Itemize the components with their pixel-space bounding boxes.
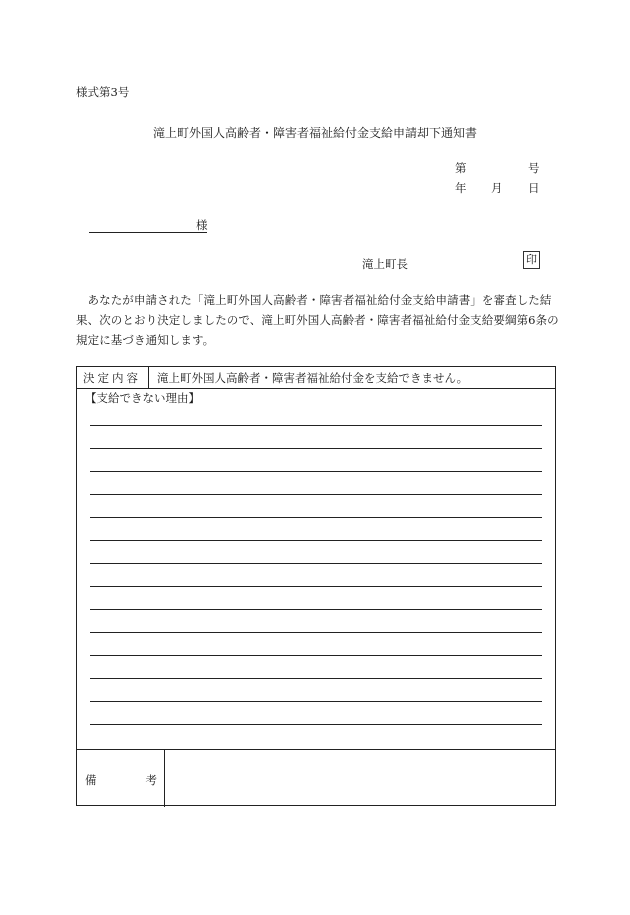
reason-line[interactable] (90, 448, 542, 449)
notice-body: あなたが申請された「滝上町外国人高齢者・障害者福祉給付金支給申請書」を審査した結果、次のとおり決定しましたので、滝上町外国人高齢者・障害者福祉給付金支給要綱第6条の規定に基づき通知します。 (76, 293, 559, 347)
remarks-row (77, 749, 555, 807)
reason-line[interactable] (90, 724, 542, 725)
reason-line[interactable] (90, 494, 542, 495)
reason-line[interactable] (90, 471, 542, 472)
recipient-name-line[interactable] (89, 232, 207, 233)
reason-line[interactable] (90, 678, 542, 679)
date-year: 年 (455, 181, 467, 195)
reason-line[interactable] (90, 701, 542, 702)
remarks-label (85, 772, 157, 788)
reason-line[interactable] (90, 540, 542, 541)
remarks-label-2: 考 (145, 773, 157, 787)
reason-line[interactable] (90, 655, 542, 656)
remarks-label-1: 備 (85, 773, 97, 787)
reason-line[interactable] (90, 425, 542, 426)
reason-line[interactable] (90, 632, 542, 633)
reason-line[interactable] (90, 563, 542, 564)
decision-label: 決定内容 (83, 371, 141, 385)
seal-stamp: 印 (523, 251, 540, 269)
recipient-honorific: 様 (196, 218, 208, 232)
reason-heading: 【支給できない理由】 (85, 391, 200, 405)
document-title: 滝上町外国人高齢者・障害者福祉給付金支給申請却下通知書 (152, 126, 477, 140)
decision-content: 滝上町外国人高齢者・障害者福祉給付金を支給できません。 (157, 371, 469, 385)
remarks-divider (164, 750, 165, 807)
reason-line[interactable] (90, 586, 542, 587)
decision-row (77, 367, 555, 389)
form-number: 様式第3号 (76, 85, 130, 99)
issuer-name: 滝上町長 (362, 257, 408, 271)
date-month: 月 (491, 181, 503, 195)
number-dai: 第 (455, 161, 467, 175)
reason-line[interactable] (90, 517, 542, 518)
decision-table (76, 366, 556, 806)
date-day: 日 (528, 181, 540, 195)
reason-line[interactable] (90, 609, 542, 610)
decision-divider (148, 367, 149, 388)
number-go: 号 (528, 161, 540, 175)
